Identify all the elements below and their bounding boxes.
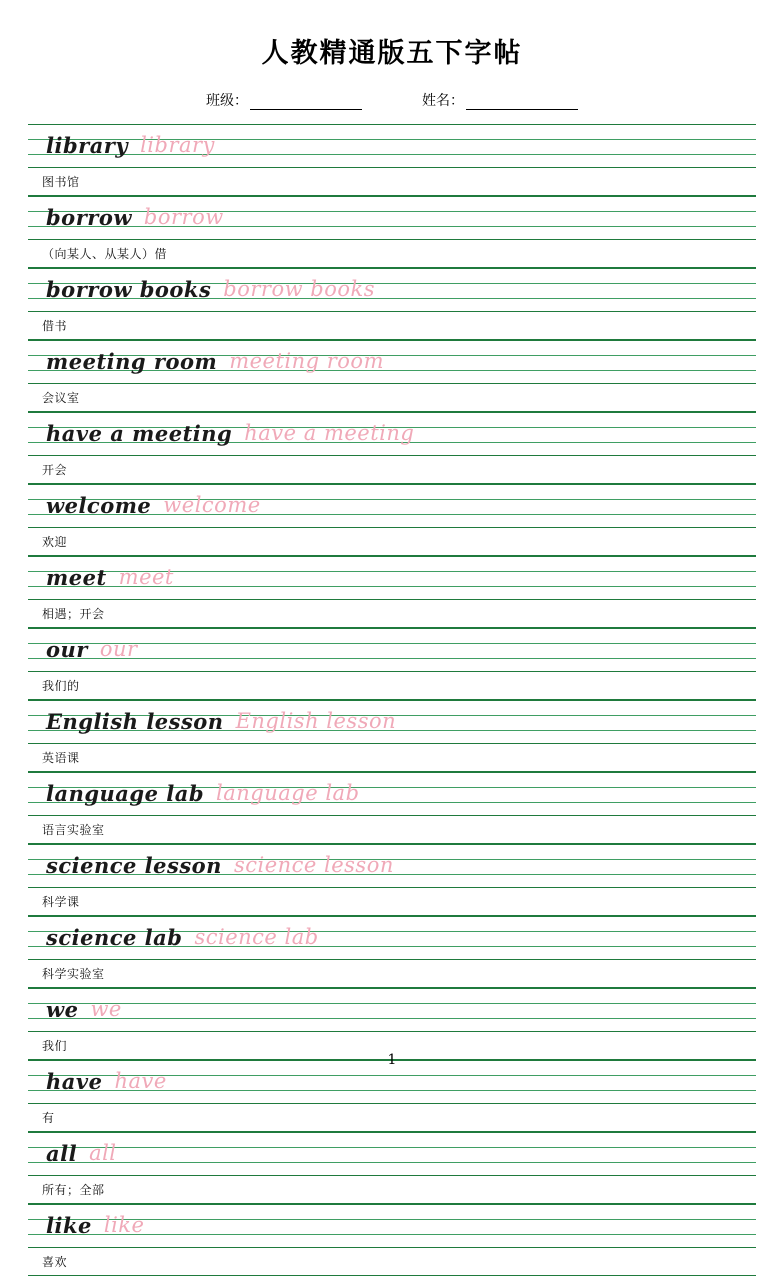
word-tracing: meeting room bbox=[229, 348, 384, 373]
word-entry bbox=[28, 340, 756, 412]
word-model: like bbox=[46, 1212, 92, 1238]
word-model: borrow bbox=[46, 204, 132, 230]
word-tracing: we bbox=[90, 996, 122, 1021]
word-entry bbox=[28, 1060, 756, 1132]
translation-row bbox=[28, 816, 756, 844]
word-entry bbox=[28, 1132, 756, 1204]
word-model: language lab bbox=[46, 780, 205, 806]
word-pair bbox=[46, 1203, 144, 1247]
word-tracing: all bbox=[89, 1140, 117, 1165]
translation-text: 我们 bbox=[42, 1039, 68, 1054]
word-pair bbox=[46, 267, 375, 311]
name-blank[interactable] bbox=[466, 95, 578, 110]
translation-row bbox=[28, 600, 756, 628]
word-pair bbox=[46, 1131, 117, 1175]
writing-staff[interactable] bbox=[28, 1132, 756, 1176]
word-entry bbox=[28, 916, 756, 988]
word-model: meeting room bbox=[46, 348, 218, 374]
writing-staff[interactable] bbox=[28, 556, 756, 600]
writing-staff[interactable] bbox=[28, 700, 756, 744]
word-model: have bbox=[46, 1068, 103, 1094]
word-pair bbox=[46, 339, 384, 383]
word-tracing: like bbox=[103, 1212, 145, 1237]
word-pair bbox=[46, 483, 261, 527]
word-entry bbox=[28, 988, 756, 1060]
word-pair bbox=[46, 843, 394, 887]
name-field[interactable] bbox=[422, 90, 578, 110]
word-entry bbox=[28, 628, 756, 700]
word-model: science lesson bbox=[46, 852, 222, 878]
translation-row bbox=[28, 1176, 756, 1204]
writing-staff[interactable] bbox=[28, 484, 756, 528]
translation-text: 科学实验室 bbox=[42, 967, 105, 982]
word-tracing: welcome bbox=[163, 492, 261, 517]
word-pair bbox=[46, 771, 360, 815]
word-model: have a meeting bbox=[46, 420, 233, 446]
translation-text: 所有；全部 bbox=[42, 1183, 105, 1198]
word-tracing: science lesson bbox=[233, 852, 394, 877]
word-pair bbox=[46, 699, 396, 743]
word-model: we bbox=[46, 996, 79, 1022]
word-model: borrow books bbox=[46, 276, 212, 302]
translation-row bbox=[28, 384, 756, 412]
word-entry bbox=[28, 196, 756, 268]
page-title: 人教精通版五下字帖 bbox=[261, 38, 523, 69]
translation-text: 语言实验室 bbox=[42, 823, 105, 838]
staff-guide-line bbox=[28, 1018, 756, 1019]
staff-guide-line bbox=[28, 1147, 756, 1148]
name-label: 姓名： bbox=[422, 93, 464, 110]
staff-guide-line bbox=[28, 1003, 756, 1004]
word-tracing: our bbox=[99, 636, 138, 661]
word-pair bbox=[46, 915, 319, 959]
translation-row bbox=[28, 312, 756, 340]
word-model: science lab bbox=[46, 924, 183, 950]
writing-staff[interactable] bbox=[28, 124, 756, 168]
translation-text: 开会 bbox=[42, 463, 68, 478]
translation-text: 我们的 bbox=[42, 679, 80, 694]
writing-staff[interactable] bbox=[28, 196, 756, 240]
word-pair bbox=[46, 195, 224, 239]
writing-staff[interactable] bbox=[28, 268, 756, 312]
translation-row bbox=[28, 456, 756, 484]
translation-text: 相遇；开会 bbox=[42, 607, 105, 622]
word-tracing: science lab bbox=[194, 924, 319, 949]
translation-row bbox=[28, 672, 756, 700]
word-model: all bbox=[46, 1140, 78, 1166]
word-tracing: have a meeting bbox=[244, 420, 415, 445]
translation-row bbox=[28, 888, 756, 916]
word-entry bbox=[28, 844, 756, 916]
word-entry bbox=[28, 124, 756, 196]
word-model: meet bbox=[46, 564, 107, 590]
translation-row bbox=[28, 960, 756, 988]
handwriting-sheet bbox=[28, 124, 756, 1276]
word-entry bbox=[28, 772, 756, 844]
word-pair bbox=[46, 627, 138, 671]
writing-staff[interactable] bbox=[28, 340, 756, 384]
word-pair bbox=[46, 987, 122, 1031]
student-info-row bbox=[0, 90, 784, 110]
translation-text: 喜欢 bbox=[42, 1255, 68, 1270]
writing-staff[interactable] bbox=[28, 1204, 756, 1248]
translation-row bbox=[28, 528, 756, 556]
word-entry bbox=[28, 1204, 756, 1276]
word-tracing: borrow bbox=[143, 204, 224, 229]
translation-text: 科学课 bbox=[42, 895, 80, 910]
translation-text: 图书馆 bbox=[42, 175, 80, 190]
staff-guide-line bbox=[28, 1162, 756, 1163]
word-tracing: meet bbox=[118, 564, 174, 589]
writing-staff[interactable] bbox=[28, 412, 756, 456]
translation-row bbox=[28, 168, 756, 196]
translation-text: 有 bbox=[42, 1111, 55, 1126]
translation-text: 英语课 bbox=[42, 751, 80, 766]
translation-row bbox=[28, 240, 756, 268]
writing-staff[interactable] bbox=[28, 628, 756, 672]
word-entry bbox=[28, 412, 756, 484]
word-pair bbox=[46, 555, 174, 599]
word-tracing: language lab bbox=[216, 780, 360, 805]
word-model: our bbox=[46, 636, 88, 662]
translation-text: 会议室 bbox=[42, 391, 80, 406]
word-tracing: have bbox=[114, 1068, 167, 1093]
word-entry bbox=[28, 484, 756, 556]
class-field[interactable] bbox=[206, 90, 362, 110]
word-tracing: borrow books bbox=[223, 276, 375, 301]
word-pair bbox=[46, 411, 414, 455]
translation-row bbox=[28, 1248, 756, 1276]
word-entry bbox=[28, 556, 756, 628]
word-model: English lesson bbox=[46, 708, 224, 734]
word-model: welcome bbox=[46, 492, 152, 518]
writing-staff[interactable] bbox=[28, 988, 756, 1032]
translation-text: 欢迎 bbox=[42, 535, 68, 550]
translation-text: （向某人、从某人）借 bbox=[42, 247, 168, 262]
writing-staff[interactable] bbox=[28, 916, 756, 960]
translation-text: 借书 bbox=[42, 319, 68, 334]
translation-row bbox=[28, 1104, 756, 1132]
word-entry bbox=[28, 700, 756, 772]
word-pair bbox=[46, 123, 215, 167]
writing-staff[interactable] bbox=[28, 844, 756, 888]
class-blank[interactable] bbox=[250, 95, 362, 110]
word-model: library bbox=[46, 132, 129, 158]
word-tracing: English lesson bbox=[235, 708, 397, 733]
word-tracing: library bbox=[140, 132, 215, 157]
class-label: 班级： bbox=[206, 93, 248, 110]
page-number: 1 bbox=[387, 1052, 397, 1068]
translation-row bbox=[28, 744, 756, 772]
word-entry bbox=[28, 268, 756, 340]
writing-staff[interactable] bbox=[28, 772, 756, 816]
